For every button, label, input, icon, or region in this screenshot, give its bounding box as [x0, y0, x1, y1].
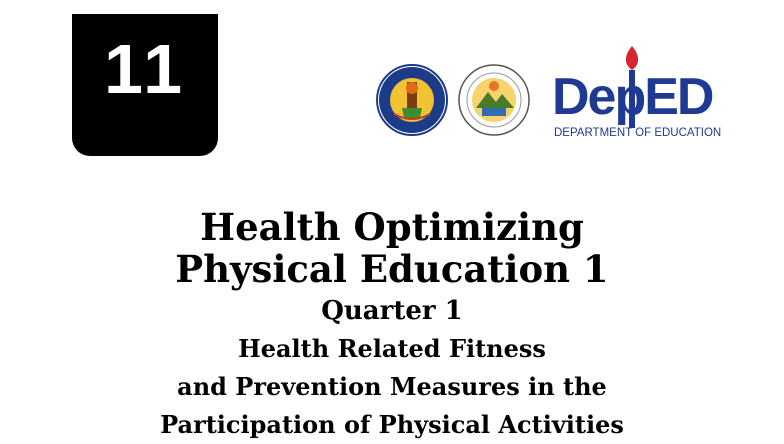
title-block	[0, 206, 784, 444]
deped-wordmark: DepED	[552, 68, 713, 126]
quarter-label: Quarter 1	[321, 296, 463, 326]
title-line-1: Health Optimizing	[200, 205, 584, 249]
deped-subtitle: DEPARTMENT OF EDUCATION	[554, 127, 722, 139]
grade-badge	[72, 14, 218, 156]
torch-flame-icon	[626, 46, 638, 70]
title-line-2: Physical Education 1	[175, 247, 609, 291]
division-seal-icon	[376, 64, 448, 136]
deped-logo	[552, 42, 732, 142]
subtitle-line-3: Participation of Physical Activities	[160, 410, 624, 439]
region-seal-icon	[458, 64, 530, 136]
subtitle-line-2: and Prevention Measures in the	[177, 372, 607, 401]
subtitle-line-1: Health Related Fitness	[238, 334, 546, 363]
grade-number: 11	[104, 30, 186, 108]
